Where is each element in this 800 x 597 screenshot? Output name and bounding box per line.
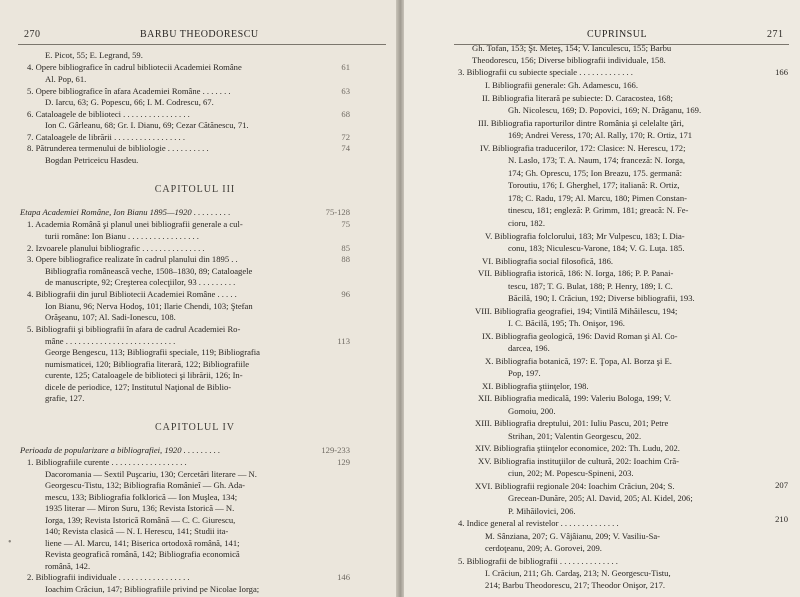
toc-line: 7. Cataloagele de librării . . . . . . . . . . . . . . . . . (27, 132, 185, 142)
left-page (0, 0, 398, 597)
toc-line: 140; Revista clasică — N. I. Herescu, 141; Studii ita- (45, 526, 229, 536)
toc-line: I. C. Băcilă, 195; Th. Onişor, 196. (508, 318, 625, 328)
toc-line: mescu, 133; Bibliografia folklorică — Ion Muşlea, 134; (45, 492, 238, 502)
toc-line: Gomoiu, 200. (508, 406, 556, 416)
toc-line: Perioada de popularizare a bibliografiei, 1920 . . . . . . . . . (20, 445, 221, 455)
toc-line: 5. Opere bibliografice în afara Academiei Române . . . . . . . (27, 86, 231, 96)
toc-line: Revista geografică română, 142; Bibliografia economică (45, 549, 240, 559)
toc-line: cerdoţeanu, 209; A. Gorovei, 209. (485, 543, 602, 553)
toc-line: 1. Academia Română şi planul unei bibliografii generale a cul- (27, 219, 243, 229)
toc-line: 214; Barbu Theodorescu, 217; Theodor Onişor, 217. (485, 580, 666, 590)
toc-line: II. Bibliografia literară pe subiecte: D. Caracostea, 168; (482, 93, 673, 103)
toc-line: numismaticei, 120; Bibliografia literară, 122; Bibliografiile (45, 359, 250, 369)
toc-line: 3. Opere bibliografice realizate în cadrul planului din 1895 . . (27, 254, 238, 264)
margin-mark: • (8, 537, 12, 548)
toc-line: Al. Pop, 61. (45, 74, 87, 84)
chapter-heading: CAPITOLUL IV (154, 422, 236, 433)
toc-line: XV. Bibliografia instituţiilor de cultură, 202: Ioachim Cră- (478, 456, 680, 466)
toc-line: XII. Bibliografia medicală, 199: Valeriu Bologa, 199; V. (478, 393, 672, 403)
toc-line: 1. Bibliografiile curente . . . . . . . . . . . . . . . . . . (27, 457, 187, 467)
toc-line: III. Bibliografia raporturilor dintre România şi celelalte ţări, (478, 118, 684, 128)
toc-line: Toroutiu, 176; I. Gherghel, 177; italiană: R. Ortiz, (508, 180, 680, 190)
toc-line: 4. Bibliografii din jurul Bibliotecii Academiei Române . . . . . (27, 289, 237, 299)
toc-line: Gh. Tofan, 153; Şt. Meteş, 154; V. Ianculescu, 155; Barbu (472, 43, 672, 53)
left-running-head: BARBU THEODORESCU (140, 29, 259, 40)
toc-line: cioru, 182. (508, 218, 545, 228)
toc-line: I. Crăciun, 211; Gh. Cardaş, 213; N. Georgescu-Tistu, (485, 568, 671, 578)
toc-line: 6. Cataloagele de biblioteci . . . . . . . . . . . . . . . . (27, 109, 190, 119)
toc-line: 4. Indice general al revistelor . . . . . . . . . . . . . . (458, 518, 619, 528)
toc-line: M. Sânziana, 207; G. Vâjâianu, 209; V. Vasiliu-Sa- (485, 531, 661, 541)
toc-line: E. Picot, 55; E. Legrand, 59. (45, 50, 143, 60)
left-header-rule (18, 44, 386, 45)
chapter-heading: CAPITOLUL III (154, 184, 236, 195)
toc-page-ref: 113 (337, 336, 350, 346)
toc-line: mâne . . . . . . . . . . . . . . . . . . . . . . . . . . (45, 336, 176, 346)
toc-line: VI. Bibliografia social filosofică, 186. (482, 256, 614, 266)
toc-line: George Bengescu, 113; Bibliografii speciale, 119; Bibliografia (45, 347, 260, 357)
toc-line: liene — Al. Marcu, 141; Biserica ortodoxă română, 141; (45, 538, 240, 548)
toc-line: P. Mihăilovici, 206. (508, 506, 576, 516)
left-page-number: 270 (24, 29, 41, 40)
toc-line: dicele de periodice, 127; Institutul Naţional de Biblio- (45, 382, 232, 392)
toc-line: Theodorescu, 156; Diverse bibliografii individuale, 158. (472, 55, 666, 65)
toc-page-ref: 207 (775, 480, 788, 490)
toc-line: Strihan, 201; Valentin Georgescu, 202. (508, 431, 642, 441)
toc-line: de manuscripte, 92; Creşterea colecţiilor, 93 . . . . . . . . . (45, 277, 236, 287)
toc-line: VIII. Bibliografia geografiei, 194; Vintilă Mihăilescu, 194; (475, 306, 678, 316)
toc-page-ref: 96 (341, 289, 350, 299)
toc-page-ref: 72 (341, 132, 350, 142)
toc-line: Iorga, 139; Revista Istorică Română — C. C. Giurescu, (45, 515, 236, 525)
toc-line: 169; Andrei Veress, 170; Al. Rally, 170; R. Ortiz, 171 (508, 130, 693, 140)
toc-line: curente, 125; Cataloagele de biblioteci şi librării, 126; In- (45, 370, 243, 380)
toc-line: tescu, 187; T. G. Bulat, 188; P. Henry, 189; I. C. (508, 281, 673, 291)
toc-line: I. Bibliografii generale: Gh. Adamescu, 166. (485, 80, 638, 90)
toc-line: XIV. Bibliografia ştiinţelor economice, 202: Th. Ludu, 202. (475, 443, 680, 453)
toc-line: Ion Bianu, 96; Nerva Hodoş, 101; Ilarie Chendi, 103; Ştefan (45, 301, 253, 311)
toc-line: Pop, 197. (508, 368, 541, 378)
toc-line: 5. Bibliografii de bibliografii . . . . . . . . . . . . . . (458, 556, 618, 566)
toc-line: darcea, 196. (508, 343, 550, 353)
toc-line: Băcilă, 190; I. Crăciun, 192; Diverse bibliografii, 193. (508, 293, 695, 303)
toc-line: N. Laslo, 173; T. A. Naum, 174; franceză: N. Iorga, (508, 155, 686, 165)
right-running-head: CUPRINSUL (587, 29, 648, 40)
toc-page-ref: 146 (337, 572, 350, 582)
toc-page-ref: 63 (341, 86, 350, 96)
toc-page-ref: 68 (341, 109, 350, 119)
toc-page-ref: 85 (341, 243, 350, 253)
toc-line: 4. Opere bibliografice în cadrul bibliotecii Academiei Române (27, 62, 242, 72)
toc-page-ref: 88 (341, 254, 350, 264)
toc-line: Ion C. Gârleanu, 68; Gr. I. Dianu, 69; Cezar Cătănescu, 71. (45, 120, 249, 130)
toc-line: V. Bibliografia folclorului, 183; Mr Vulpescu, 183; I. Dia- (485, 231, 685, 241)
toc-page-ref: 61 (341, 62, 350, 72)
toc-line: conu, 183; Niculescu-Varone, 184; V. G. Luţa. 185. (508, 243, 685, 253)
toc-line: Ioachim Crăciun, 147; Bibliografiile privind pe Nicolae Iorga; (45, 584, 260, 594)
toc-line: tinescu, 181; engleză: P. Grimm, 181; greacă: N. Fe- (508, 205, 689, 215)
toc-line: D. Iarcu, 63; G. Popescu, 66; I. M. Codrescu, 67. (45, 97, 214, 107)
toc-line: 2. Izvoarele planului bibliografic . . . . . . . . . . . . . . . (27, 243, 205, 253)
toc-line: 1935 literar — Miron Suru, 136; Revista Istorică — N. (45, 503, 235, 513)
toc-line: Orăşeanu, 107; Al. Sadi-Ionescu, 108. (45, 312, 176, 322)
toc-line: Georgescu-Tistu, 132; Bibliografia Românieî — Gh. Ada- (45, 480, 246, 490)
toc-page-ref: 210 (775, 514, 788, 524)
toc-line: IV. Bibliografia traducerilor, 172: Clasice: N. Herescu, 172; (480, 143, 686, 153)
toc-page-ref: 129 (337, 457, 350, 467)
toc-line: Bogdan Petriceicu Hasdeu. (45, 155, 139, 165)
toc-line: Dacoromania — Sextil Puşcariu, 130; Cercetări literare — N. (45, 469, 257, 479)
toc-line: Gh. Nicolescu, 169; D. Popovici, 169; N. Drăganu, 169. (508, 105, 702, 115)
toc-line: XIII. Bibliografia dreptului, 201: Iuliu Pascu, 201; Petre (475, 418, 669, 428)
toc-line: Grecean-Dunăre, 205; Al. David, 205; Al. Kidel, 206; (508, 493, 693, 503)
toc-line: 8. Pătrunderea termenului de bibliologie . . . . . . . . . . (27, 143, 209, 153)
toc-line: 178; C. Radu, 179; Al. Marcu, 180; Pimen Constan- (508, 193, 688, 203)
toc-line: 5. Bibliografii şi bibliografii în afara de cadrul Academiei Ro- (27, 324, 241, 334)
toc-line: Etapa Academiei Române, Ion Bianu 1895—1920 . . . . . . . . . (20, 207, 231, 217)
toc-page-ref: 75-128 (325, 207, 350, 217)
right-page-number: 271 (767, 29, 784, 40)
toc-line: ciun, 202; M. Popescu-Spineni, 203. (508, 468, 634, 478)
toc-page-ref: 75 (341, 219, 350, 229)
toc-line: 174; Gh. Oprescu, 175; Ion Breazu, 175. germană: (508, 168, 682, 178)
toc-page-ref: 74 (341, 143, 350, 153)
toc-line: română, 142. (45, 561, 91, 571)
toc-page-ref: 166 (775, 67, 788, 77)
toc-line: IX. Bibliografia geologică, 196: David Roman şi Al. Co- (482, 331, 678, 341)
toc-line: X. Bibliografia botanică, 197: E. Ţopa, Al. Borza şi E. (485, 356, 672, 366)
toc-line: XI. Bibliografia ştiinţelor, 198. (482, 381, 589, 391)
toc-line: Bibliografia românească veche, 1508–1830, 89; Cataloagele (45, 266, 253, 276)
toc-line: grafie, 127. (45, 393, 85, 403)
toc-line: 3. Bibliografii cu subiecte speciale . . . . . . . . . . . . . (458, 67, 633, 77)
toc-page-ref: 129-233 (321, 445, 350, 455)
toc-line: turii române: Ion Bianu . . . . . . . . . . . . . . . . . (45, 231, 199, 241)
right-page (404, 0, 800, 597)
toc-line: 2. Bibliografii individuale . . . . . . . . . . . . . . . . . (27, 572, 190, 582)
toc-line: XVI. Bibliografii regionale 204: Ioachim Crăciun, 204; S. (475, 481, 675, 491)
toc-line: VII. Bibliografia istorică, 186: N. Iorga, 186; P. P. Panai- (478, 268, 674, 278)
